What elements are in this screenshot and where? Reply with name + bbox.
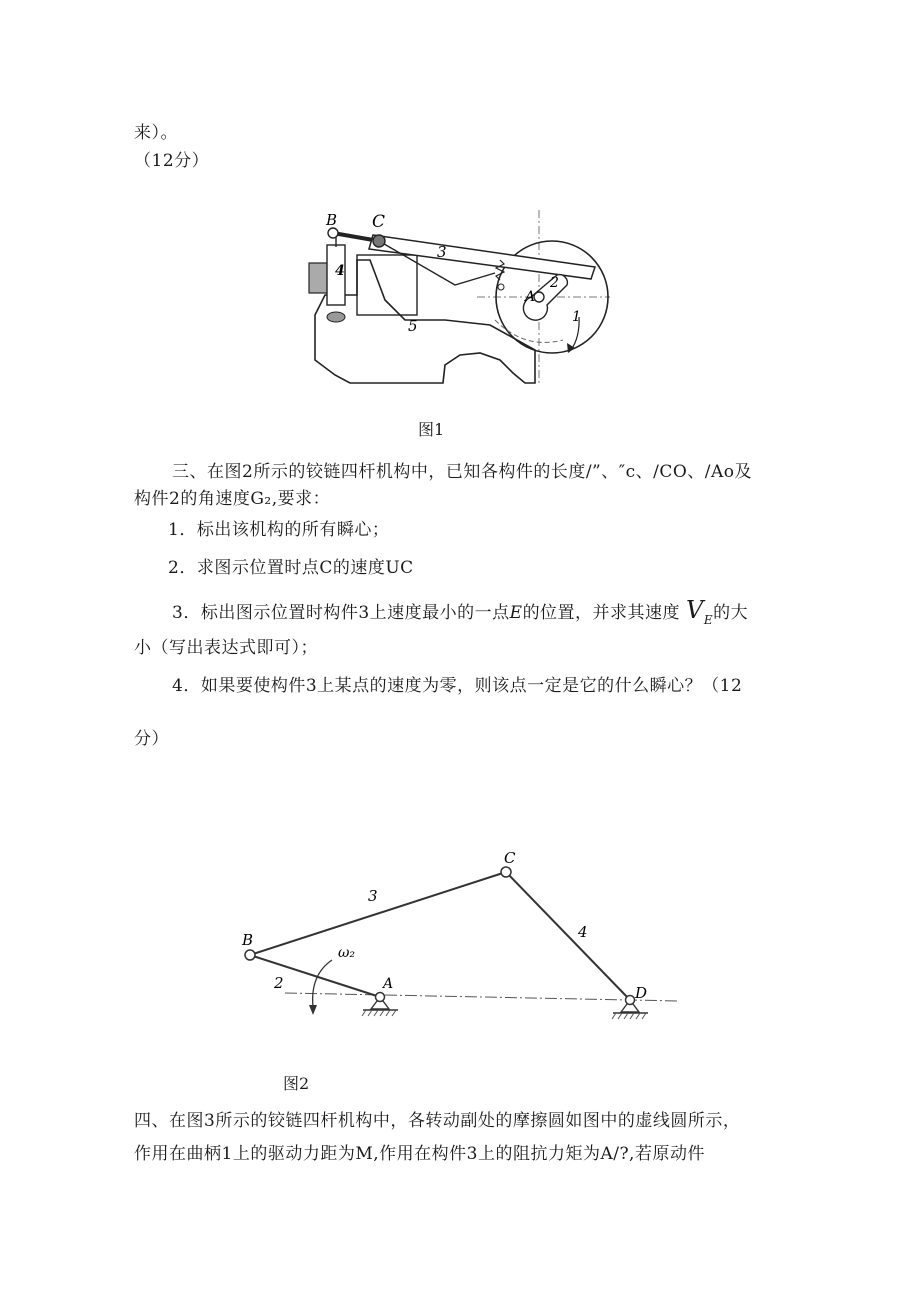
- section3-item3-line2: 小（写出表达式即可）；: [134, 638, 318, 658]
- score-label: （12分）: [134, 151, 210, 171]
- item3-text-b: 的位置，并求其速度: [522, 603, 681, 623]
- link-3-bc: [250, 872, 506, 955]
- cam-dashed-path: [495, 320, 563, 343]
- velocity-sub-e: E: [703, 612, 714, 627]
- fig2-label-2: 2: [274, 974, 284, 992]
- joint-a: [534, 292, 544, 302]
- fig2-label-3: 3: [368, 887, 378, 905]
- fig1-label-2: 2: [550, 275, 559, 291]
- ground-d-hatch: [612, 1013, 646, 1019]
- fig2-label-b: B: [242, 931, 254, 949]
- figure-1-mechanism: [295, 205, 615, 390]
- fig2-label-omega: ω₂: [338, 945, 356, 961]
- text-line-lai: 来）。: [134, 123, 178, 143]
- section3-item4-line2: 分）: [134, 729, 169, 749]
- fig1-label-5: 5: [408, 317, 418, 335]
- link-4-cd: [506, 872, 630, 1000]
- fig2-baseline: [285, 993, 680, 1001]
- fig2-label-d: D: [635, 984, 648, 1002]
- fig1-label-3: 3: [437, 243, 447, 261]
- section3-intro-line2: 构件2的角速度G₂,要求：: [134, 489, 331, 509]
- fig1-label-1: 1: [572, 309, 581, 325]
- fig2-label-4: 4: [578, 923, 588, 941]
- fig1-label-a: A: [525, 289, 536, 305]
- fig1-label-4: 4: [335, 263, 345, 279]
- section4-line1: 四、在图3所示的铰链四杆机构中，各转动副处的摩擦圆如图中的虚线圆所示，: [134, 1111, 741, 1131]
- omega-arrow: [313, 960, 332, 1007]
- omega-arrowhead: [309, 1005, 317, 1015]
- joint-d: [626, 996, 635, 1005]
- link-2-ab: [250, 955, 380, 997]
- item3-point-e: E: [509, 603, 523, 623]
- joint-c: [501, 867, 511, 877]
- joint-a: [376, 993, 385, 1002]
- section3-intro-line1: 三、在图2所示的铰链四杆机构中，已知各构件的长度/”、″c、/CO、/Ao及: [172, 462, 753, 482]
- fig1-label-b: B: [326, 211, 338, 229]
- item3-text-a: 3．标出图示位置时构件3上速度最小的一点: [172, 603, 510, 623]
- item3-text-c: 的大: [713, 603, 749, 623]
- velocity-ve: [685, 596, 714, 627]
- section3-item2: 2．求图示位置时点C的速度UC: [168, 558, 414, 578]
- joint-b: [245, 950, 255, 960]
- section4-line2: 作用在曲柄1上的驱动力距为M,作用在构件3上的阻抗力矩为A/?,若原动件: [134, 1144, 705, 1164]
- fig2-label-c: C: [504, 849, 516, 867]
- figure-2-four-bar: [230, 845, 690, 1035]
- section3-item1: 1．标出该机构的所有瞬心；: [168, 520, 390, 540]
- figure-2-caption: 图2: [283, 1074, 310, 1093]
- fig1-label-c: C: [372, 212, 386, 232]
- velocity-v: V: [685, 596, 704, 624]
- spring-roller: [498, 284, 504, 290]
- punch-die: [327, 312, 345, 322]
- ground-a-hatch: [362, 1010, 396, 1016]
- joint-c: [373, 235, 385, 247]
- joint-b: [328, 228, 338, 238]
- fig2-label-a: A: [383, 976, 394, 992]
- section3-item4: 4．如果要使构件3上某点的速度为零，则该点一定是它的什么瞬心？（12: [172, 676, 743, 696]
- section3-item3: [172, 596, 748, 627]
- upper-block: [357, 255, 417, 315]
- figure-1-caption: 图1: [418, 420, 445, 439]
